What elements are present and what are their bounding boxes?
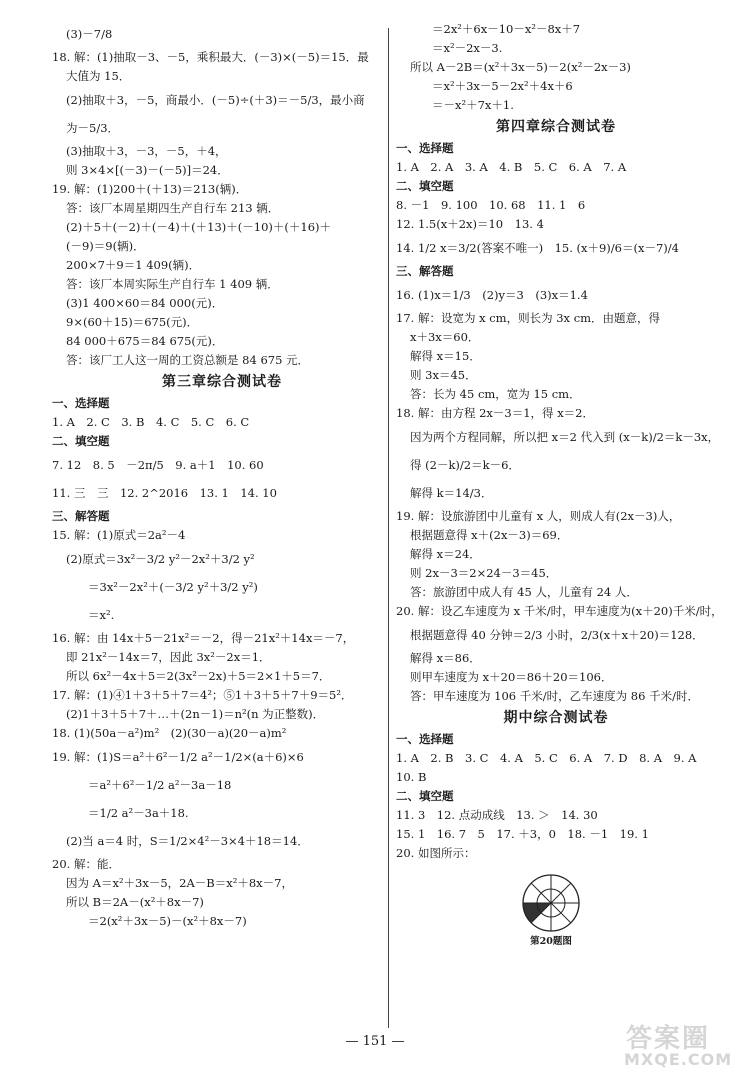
section-title: 第三章综合测试卷 (162, 374, 282, 390)
figure-caption: 第20题图 (530, 936, 572, 947)
text-line: 9×(60＋15)＝675(元)． (66, 315, 199, 329)
text-line: 答：甲车速度为 106 千米/时，乙车速度为 86 千米/时． (410, 689, 699, 703)
text-line: 则 3x＝45． (410, 368, 477, 382)
subsection-heading: 一、选择题 (52, 396, 110, 410)
text-line: 因为两个方程同解，所以把 x＝2 代入到 (x－k)/2＝k－3x， (410, 430, 720, 444)
text-line: 14. 1/2 x＝3/2(答案不唯一) 15. (x＋9)/6＝(x－7)/4 (396, 241, 679, 255)
subsection-heading: 三、解答题 (396, 264, 454, 278)
subsection-heading: 一、选择题 (396, 732, 454, 746)
text-line: 得 (2－k)/2＝k－6． (410, 458, 520, 472)
text-line: 根据题意得 40 分钟＝2/3 小时，2/3(x＋x＋20)＝128． (410, 628, 704, 642)
text-line: 1. A 2. C 3. B 4. C 5. C 6. C (52, 415, 250, 429)
text-line: (3)－7/8 (66, 27, 113, 41)
text-line: ＝3x²－2x²＋(－3/2 y²＋3/2 y²) (88, 580, 258, 594)
text-line: 19. 解：(1)S＝a²＋6²－1/2 a²－1/2×(a＋6)×6 (52, 750, 304, 764)
text-line: 即 21x²－14x＝7，因此 3x²－2x＝1． (66, 650, 271, 664)
text-line: 18. 解：(1)抽取－3、－5，乘积最大．(－3)×(－5)＝15．最 (52, 50, 369, 64)
text-line: 15. 解：(1)原式＝2a²－4 (52, 528, 186, 542)
text-line: ＝a²＋6²－1/2 a²－3a－18 (88, 778, 232, 792)
text-line: 11. 3 12. 点动成线 13. ＞ 14. 30 (396, 808, 598, 822)
text-line: 解得 x＝24． (410, 547, 481, 561)
section-title: 期中综合测试卷 (503, 710, 609, 726)
text-line: (3)抽取＋3，－3，－5，＋4， (66, 144, 227, 158)
text-line: 解得 k＝14/3． (410, 486, 493, 500)
watermark-text-top: 答案圈 (626, 1024, 711, 1054)
text-line: 20. 解：设乙车速度为 x 千米/时，甲车速度为(x＋20)千米/时， (396, 604, 723, 618)
text-line: 答：该厂本周星期四生产自行车 213 辆． (66, 201, 280, 215)
text-line: 1. A 2. B 3. C 4. A 5. C 6. A 7. D 8. A 9. A (396, 751, 697, 765)
watermark-logo (620, 1018, 738, 1076)
page-number: — 151 — (345, 1034, 405, 1049)
text-line: 11. 三 三 12. 2^2016 13. 1 14. 10 (52, 486, 277, 500)
circle-sector-diagram (519, 871, 583, 935)
text-line: 10. B (396, 770, 427, 784)
text-line: ＝x²＋3x－5－2x²＋4x＋6 (432, 79, 573, 93)
section-title: 第四章综合测试卷 (496, 119, 616, 135)
text-line: ＝2(x²＋3x－5)－(x²＋8x－7) (88, 914, 247, 928)
text-line: 17. 解：设宽为 x cm，则长为 3x cm．由题意，得 (396, 311, 661, 325)
left-column (52, 20, 392, 931)
subsection-heading: 三、解答题 (52, 509, 110, 523)
text-line: ＝x². (88, 608, 115, 622)
subsection-heading: 一、选择题 (396, 141, 454, 155)
text-line: (2)1＋3＋5＋7＋…＋(2n－1)＝n²(n 为正整数)． (66, 707, 325, 721)
text-line: 20. 解：能． (52, 857, 120, 871)
text-line: 解得 x＝15． (410, 349, 481, 363)
text-line: 答：长为 45 cm，宽为 15 cm． (410, 387, 581, 401)
text-line: 19. 解：(1)200＋(＋13)＝213(辆)． (52, 182, 248, 196)
text-line: 因为 A＝x²＋3x－5，2A－B＝x²＋8x－7， (66, 876, 293, 890)
text-line: 20. 如图所示： (396, 846, 476, 860)
text-line: 19. 解：设旅游团中儿童有 x 人，则成人有(2x－3)人， (396, 509, 681, 523)
text-line: (2)抽取＋3，－5，商最小．(－5)÷(＋3)＝－5/3，最小商 (66, 93, 365, 107)
text-line: 7. 12 8. 5 －2π/5 9. a＋1 10. 60 (52, 458, 264, 472)
text-line: (2)＋5＋(－2)＋(－4)＋(＋13)＋(－10)＋(＋16)＋ (66, 220, 332, 234)
figure-20 (511, 871, 591, 949)
text-line: 1. A 2. A 3. A 4. B 5. C 6. A 7. A (396, 160, 627, 174)
subsection-heading: 二、填空题 (396, 789, 454, 803)
text-line: 8. －1 9. 100 10. 68 11. 1 6 (396, 198, 586, 212)
text-line: 则 2x－3＝2×24－3＝45． (410, 566, 558, 580)
text-line: 所以 6x²－4x＋5＝2(3x²－2x)＋5＝2×1＋5＝7． (66, 669, 331, 683)
text-line: 18. (1)(50a－a²)m² (2)(30－a)(20－a)m² (52, 726, 287, 740)
text-line: ＝2x²＋6x－10－x²－8x＋7 (432, 22, 581, 36)
text-line: 16. (1)x＝1/3 (2)y＝3 (3)x＝1.4 (396, 288, 588, 302)
right-column (396, 20, 723, 949)
text-line: ＝x²－2x－3. (432, 41, 503, 55)
subsection-heading: 二、填空题 (396, 179, 454, 193)
text-line: ＝－x²＋7x＋1. (432, 98, 514, 112)
subsection-heading: 二、填空题 (52, 434, 110, 448)
text-line: 根据题意得 x＋(2x－3)＝69． (410, 528, 569, 542)
text-line: 15. 1 16. 7 5 17. ＋3，0 18. －1 19. 1 (396, 827, 649, 841)
text-line: (3)1 400×60＝84 000(元)． (66, 296, 224, 310)
text-line: 解得 x＝86． (410, 651, 481, 665)
text-line: 大值为 15． (66, 69, 131, 83)
text-line: 84 000＋675＝84 675(元)． (66, 334, 224, 348)
text-line: ＝1/2 a²－3a＋18. (88, 806, 189, 820)
text-line: 所以 A－2B＝(x²＋3x－5)－2(x²－2x－3) (410, 60, 631, 74)
text-line: 则 3×4×[(－3)－(－5)]＝24． (66, 163, 229, 177)
text-line: 18. 解：由方程 2x－3＝1，得 x＝2． (396, 406, 594, 420)
text-line: 答：该厂工人这一周的工资总额是 84 675 元． (66, 353, 310, 367)
text-line: (2)当 a＝4 时，S＝1/2×4²－3×4＋18＝14． (66, 834, 309, 848)
text-line: (－9)＝9(辆)． (66, 239, 145, 253)
text-line: 12. 1.5(x＋2x)＝10 13. 4 (396, 217, 544, 231)
text-line: x＋3x＝60． (410, 330, 480, 344)
watermark-text-bottom: MXQE.COM (624, 1050, 733, 1069)
text-line: 答：旅游团中成人有 45 人，儿童有 24 人． (410, 585, 638, 599)
text-line: (2)原式＝3x²－3/2 y²－2x²＋3/2 y² (66, 552, 255, 566)
text-line: 为－5/3． (66, 121, 120, 135)
text-line: 则甲车速度为 x＋20＝86＋20＝106． (410, 670, 613, 684)
text-line: 17. 解：(1)④1＋3＋5＋7＝4²；⑤1＋3＋5＋7＋9＝5²． (52, 688, 353, 702)
text-line: 所以 B＝2A－(x²＋8x－7) (66, 895, 204, 909)
text-line: 答：该厂本周实际生产自行车 1 409 辆． (66, 277, 279, 291)
text-line: 200×7＋9＝1 409(辆)． (66, 258, 201, 272)
text-line: 16. 解：由 14x＋5－21x²＝－2，得－21x²＋14x＝－7， (52, 631, 355, 645)
